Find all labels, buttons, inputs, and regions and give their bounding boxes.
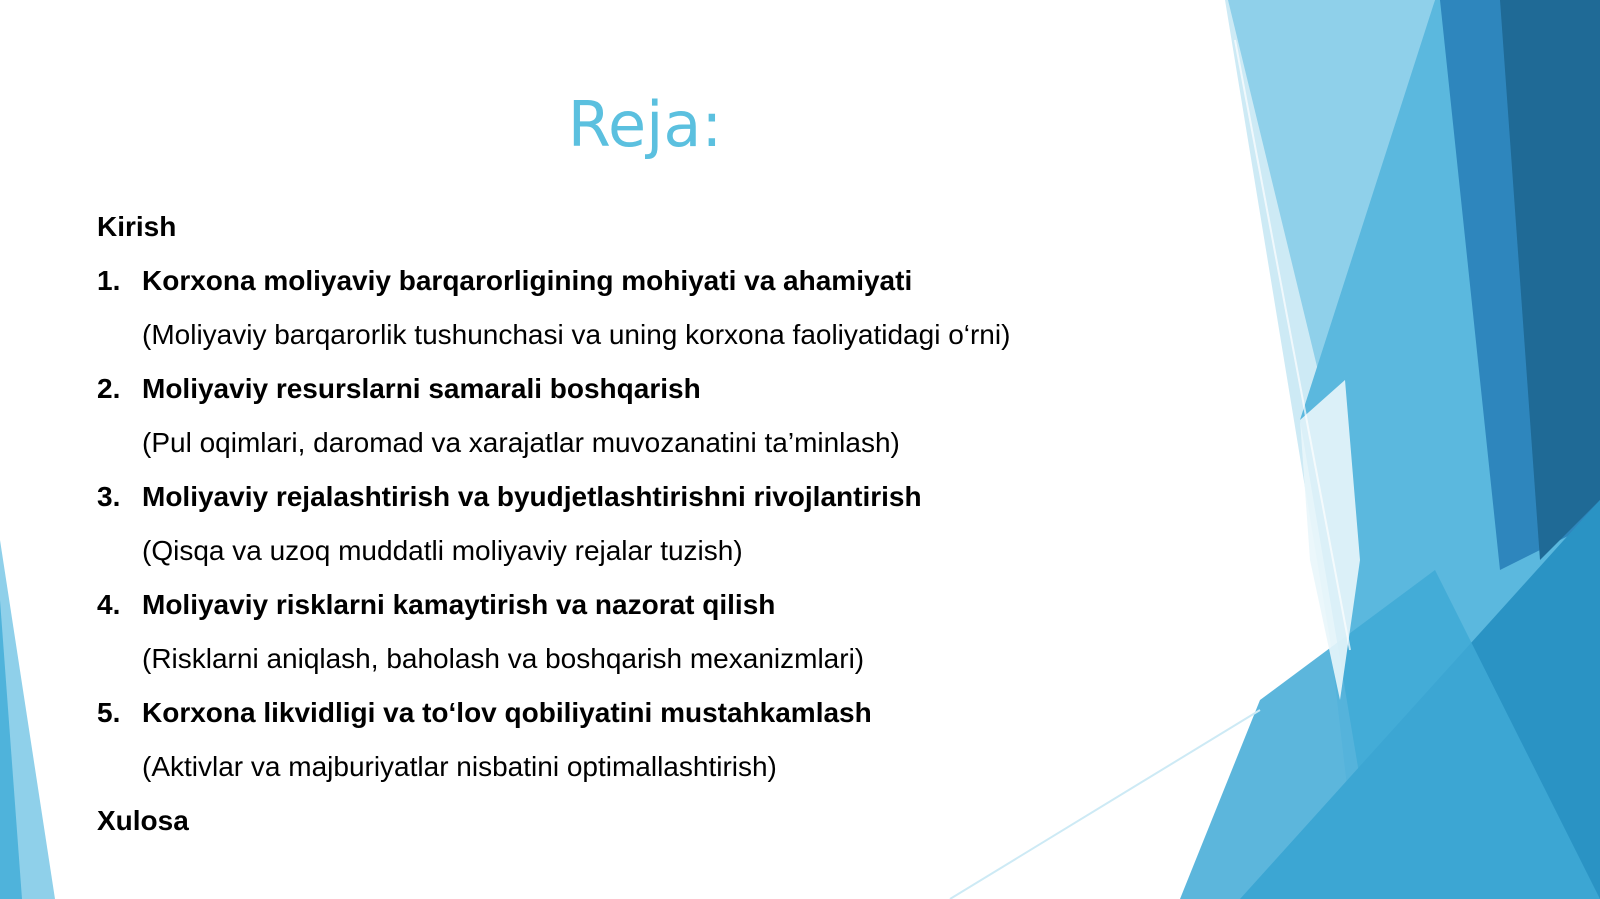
- item-number: 5.: [97, 697, 121, 728]
- item-heading: Korxona moliyaviy barqarorligining mohiyati va ahamiyati: [142, 265, 913, 296]
- item-note: (Pul oqimlari, daromad va xarajatlar muvozanatini ta’minlash): [142, 427, 900, 458]
- item-number: 2.: [97, 373, 121, 404]
- item-number: 3.: [97, 481, 121, 512]
- agenda-list: [97, 200, 1217, 848]
- item-note: (Qisqa va uzoq muddatli moliyaviy rejalar tuzish): [142, 535, 743, 566]
- item-heading: Korxona likvidligi va to‘lov qobiliyatini mustahkamlash: [142, 697, 872, 728]
- item-heading: Moliyaviy rejalashtirish va byudjetlashtirishni rivojlantirish: [142, 481, 922, 512]
- agenda-item: [97, 686, 1217, 740]
- item-heading: Moliyaviy risklarni kamaytirish va nazorat qilish: [142, 589, 776, 620]
- item-note: (Moliyaviy barqarorlik tushunchasi va uning korxona faoliyatidagi o‘rni): [142, 319, 1011, 350]
- slide-title: Reja:: [567, 88, 723, 161]
- agenda-item: [97, 470, 1217, 524]
- agenda-item: [97, 254, 1217, 308]
- agenda-item: [97, 578, 1217, 632]
- item-note: (Aktivlar va majburiyatlar nisbatini optimallashtirish): [142, 751, 777, 782]
- item-note: (Risklarni aniqlash, baholash va boshqarish mexanizmlari): [142, 643, 865, 674]
- item-number: 1.: [97, 265, 121, 296]
- item-heading: Moliyaviy resurslarni samarali boshqarish: [142, 373, 701, 404]
- item-number: 4.: [97, 589, 121, 620]
- agenda-item: [97, 362, 1217, 416]
- agenda-conclusion: Xulosa: [97, 805, 189, 836]
- agenda-intro: Kirish: [97, 211, 177, 242]
